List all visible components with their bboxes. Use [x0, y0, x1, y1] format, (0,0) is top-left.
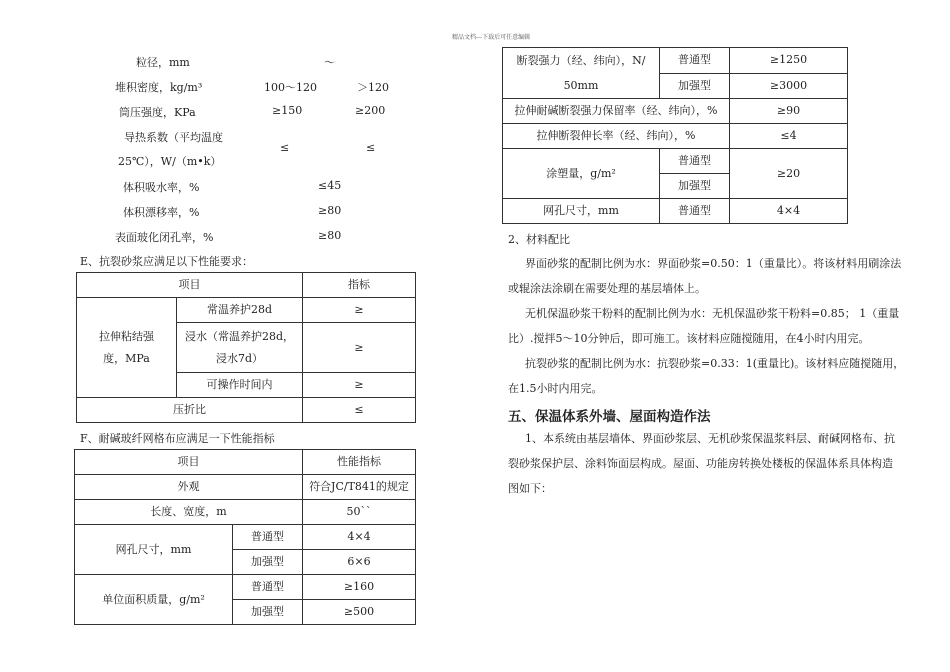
table-row	[77, 398, 416, 423]
header-note: 精品文档---下载后可任意编辑	[452, 34, 531, 41]
prop-value: ＞120	[357, 81, 389, 94]
row-label: 拉伸断裂伸长率（经、纬向），%	[503, 124, 730, 149]
table-row	[503, 48, 848, 74]
cell-value: 4×4	[730, 199, 848, 224]
prop-value: ≥80	[318, 229, 342, 242]
prop-label: 导热系数（平均温度	[124, 131, 223, 144]
type-reinforced: 加强型	[233, 550, 303, 575]
table-row	[75, 525, 416, 550]
row-label: 外观	[75, 475, 303, 500]
prop-value: ≥80	[318, 204, 342, 217]
cell-value: 50``	[303, 500, 416, 525]
group-label: 拉伸粘结强 度，MPa	[77, 298, 177, 398]
type-normal: 普通型	[233, 575, 303, 600]
table-row	[75, 450, 416, 475]
cell-value: ≥	[303, 323, 416, 373]
table-f-continued	[502, 47, 848, 224]
type-normal: 普通型	[660, 48, 730, 74]
sub-item: 可操作时间内	[177, 373, 303, 398]
cell-value: ≥	[303, 373, 416, 398]
header-item: 项目	[77, 273, 303, 298]
cell-value: 6×6	[303, 550, 416, 575]
prop-label: 表面玻化闭孔率，%	[115, 231, 214, 244]
section5-title: 五、保温体系外墙、屋面构造作法	[508, 409, 711, 425]
prop-value: ≤45	[318, 179, 342, 192]
type-normal: 普通型	[660, 199, 730, 224]
type-reinforced: 加强型	[233, 600, 303, 625]
table-row	[503, 149, 848, 174]
prop-value: ≤	[366, 141, 376, 154]
cell-value: ≥90	[730, 99, 848, 124]
prop-label: 体积漂移率，%	[123, 206, 200, 219]
cell-value: 4×4	[303, 525, 416, 550]
prop-value: ≥200	[355, 104, 386, 117]
mix-paragraph-1: 界面砂浆的配制比例为水：界面砂浆=0.50：1（重量比）。将该材料用刷涂法 或辊涂法涂刷在需要处理的基层墙体上。	[508, 257, 902, 295]
type-normal: 普通型	[233, 525, 303, 550]
table-row	[77, 298, 416, 323]
table-row	[503, 124, 848, 149]
section-e-title: E、抗裂砂浆应满足以下性能要求：	[80, 255, 254, 268]
row-label: 网孔尺寸，mm	[503, 199, 660, 224]
table-row	[503, 99, 848, 124]
cell-value: ≥	[303, 298, 416, 323]
prop-value: ≥150	[272, 104, 303, 117]
type-reinforced: 加强型	[660, 174, 730, 199]
sub-item: 常温养护28d	[177, 298, 303, 323]
table-row	[503, 199, 848, 224]
cell-value: ≥1250	[730, 48, 848, 74]
table-row	[75, 575, 416, 600]
table-f	[74, 449, 416, 625]
row-label: 拉伸耐碱断裂强力保留率（经、纬向），%	[503, 99, 730, 124]
cell-value: ≤	[303, 398, 416, 423]
row-label: 涂塑量，g/m²	[503, 149, 660, 199]
header-item: 项目	[75, 450, 303, 475]
table-row	[77, 273, 416, 298]
cell-value: ≥3000	[730, 73, 848, 99]
prop-label: 筒压强度，KPa	[119, 106, 196, 119]
prop-value: ≤	[280, 141, 290, 154]
prop-label: 粒径，mm	[136, 56, 190, 69]
mix-paragraph-2: 无机保温砂浆干粉料的配制比例为水：无机保温砂浆干粉料=0.85； 1（重量 比）.搅拌5～10分钟后，即可施工。该材料应随搅随用，在4小时内用完。	[508, 307, 900, 345]
prop-value: 100～120	[264, 81, 317, 94]
type-normal: 普通型	[660, 149, 730, 174]
section-f-title: F、耐碱玻纤网格布应满足一下性能指标	[80, 432, 275, 445]
cell-value: ≥500	[303, 600, 416, 625]
cell-value: ≥160	[303, 575, 416, 600]
prop-label: 堆积密度，kg/m³	[115, 81, 203, 94]
prop-label: 体积吸水率，%	[123, 181, 200, 194]
mix-title: 2、材料配比	[508, 233, 570, 246]
row-label: 断裂强力（经、纬向），N/ 50mm	[503, 48, 660, 99]
prop-label: 25℃），W/（m•k）	[118, 155, 222, 168]
type-reinforced: 加强型	[660, 73, 730, 99]
table-row	[75, 500, 416, 525]
section5-paragraph: 1、本系统由基层墙体、界面砂浆层、无机砂浆保温浆料层、耐碱网格布、抗 裂砂浆保护层、涂料饰面层构成。屋面、功能房转换处楼板的保温体系具体构造 图如下：	[508, 432, 895, 495]
cell-value: 符合JC/T841的规定	[303, 475, 416, 500]
cell-value: ≥20	[730, 149, 848, 199]
header-index: 性能指标	[303, 450, 416, 475]
row-label: 网孔尺寸，mm	[75, 525, 233, 575]
table-row	[75, 475, 416, 500]
table-e	[76, 272, 416, 423]
prop-value: ～	[324, 56, 335, 69]
row-label: 压折比	[77, 398, 303, 423]
header-index: 指标	[303, 273, 416, 298]
cell-value: ≤4	[730, 124, 848, 149]
mix-paragraph-3: 抗裂砂浆的配制比例为水：抗裂砂浆=0.33：1(重量比)。该材料应随搅随用， 在1.5小时内用完。	[508, 357, 905, 395]
sub-item: 浸水（常温养护28d， 浸水7d）	[177, 323, 303, 373]
row-label: 单位面积质量，g/m²	[75, 575, 233, 625]
row-label: 长度、宽度，m	[75, 500, 303, 525]
